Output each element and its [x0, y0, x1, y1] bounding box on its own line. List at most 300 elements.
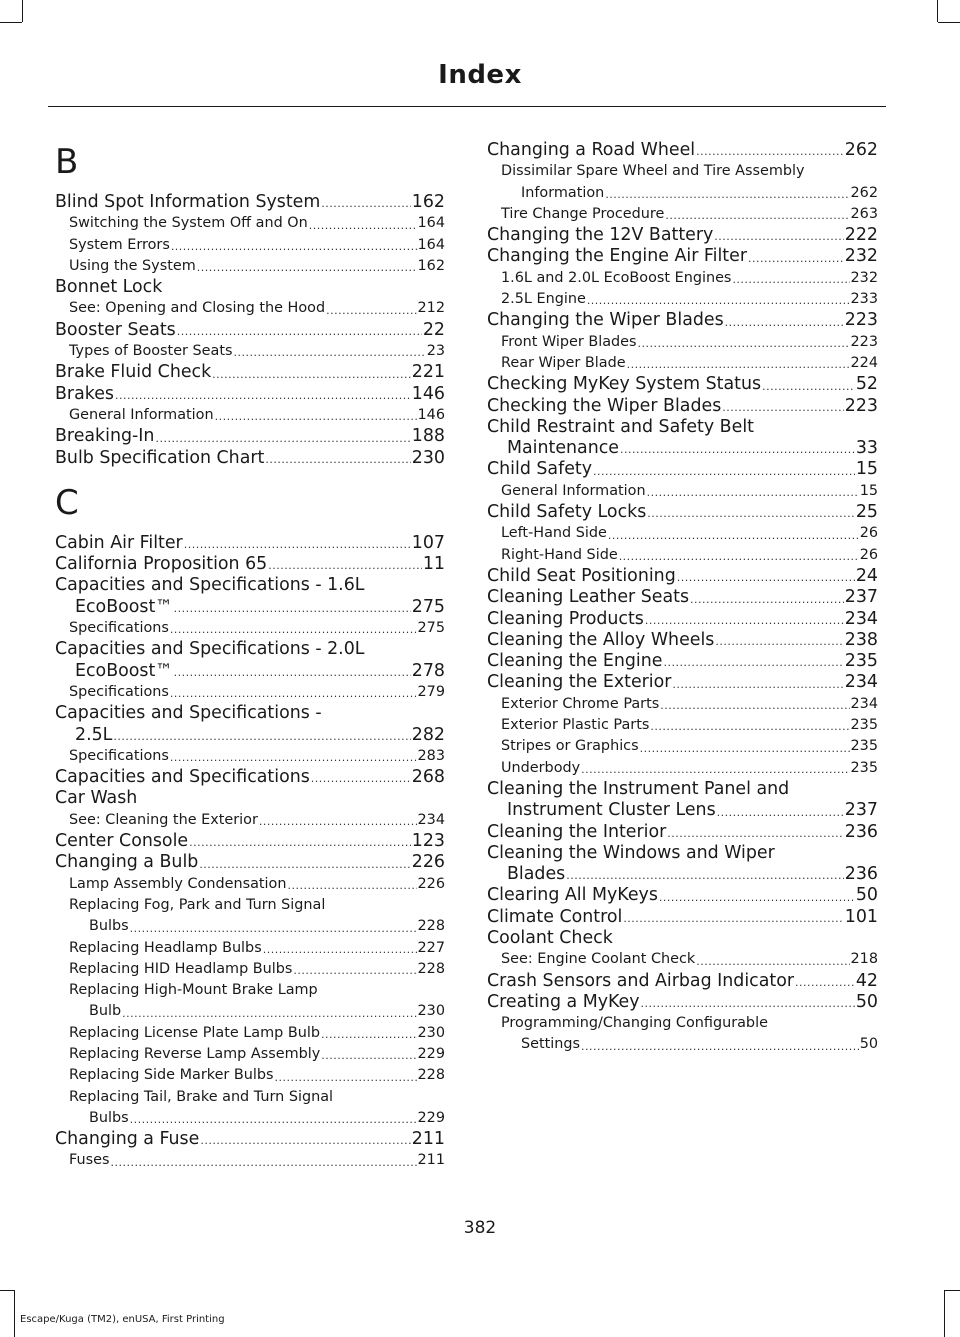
- index-subentry: [55, 980, 445, 1023]
- index-subentry: [55, 618, 445, 639]
- entry-row: [69, 1065, 445, 1086]
- entry-row: [501, 289, 878, 310]
- leader-dots: [174, 667, 411, 678]
- index-column-left: [55, 140, 445, 1172]
- entry-text: Bonnet Lock: [55, 277, 163, 298]
- page-number: 382: [463, 1218, 497, 1238]
- leader-dots: [113, 731, 410, 742]
- entry-row: [69, 618, 445, 639]
- entry-page: 221: [411, 362, 445, 383]
- entry-text: Changing the Wiper Blades: [487, 310, 724, 331]
- index-entry: [55, 277, 445, 298]
- leader-dots: [263, 944, 417, 955]
- leader-dots: [640, 743, 850, 754]
- entry-text: Changing a Fuse: [55, 1129, 200, 1150]
- index-entry: [487, 971, 878, 992]
- leader-dots: [715, 636, 843, 647]
- crop-mark: [938, 22, 960, 23]
- leader-dots: [170, 688, 417, 699]
- entry-page: 26: [859, 546, 878, 563]
- entry-row: [69, 746, 445, 767]
- entry-page: 223: [844, 310, 878, 331]
- entry-row: [55, 852, 445, 873]
- leader-dots: [690, 594, 844, 605]
- entry-text: Brake Fluid Check: [55, 362, 212, 383]
- leader-dots: [170, 752, 417, 763]
- leader-dots: [667, 828, 844, 839]
- leader-dots: [130, 923, 417, 934]
- index-entry: [487, 417, 878, 460]
- section-letter: B: [55, 142, 79, 182]
- entry-page: 50: [859, 1036, 878, 1053]
- entry-text: 1.6L and 2.0L EcoBoost Engines: [501, 269, 732, 286]
- entry-text: Climate Control: [487, 906, 623, 927]
- entry-page: 230: [417, 1003, 445, 1020]
- index-subentry: [55, 746, 445, 767]
- entry-page: 237: [844, 800, 878, 821]
- index-entry: [487, 609, 878, 630]
- entry-row: [69, 959, 445, 980]
- crop-mark: [0, 1290, 14, 1291]
- leader-dots: [321, 1029, 417, 1040]
- entry-text: Cleaning Leather Seats: [487, 587, 690, 608]
- entry-page: 234: [850, 695, 878, 712]
- entry-page: 238: [844, 629, 878, 650]
- leader-dots: [268, 560, 422, 571]
- entry-row: [69, 810, 445, 831]
- index-entry: [487, 310, 878, 331]
- entry-row: [69, 341, 445, 362]
- entry-text: Types of Booster Seats: [69, 343, 233, 360]
- index-entry: [487, 246, 878, 267]
- entry-row: [501, 715, 878, 736]
- entry-page: 24: [855, 565, 878, 586]
- crop-mark: [944, 1290, 945, 1337]
- index-subentry: [487, 949, 878, 970]
- entry-page: 229: [417, 1045, 445, 1062]
- entry-row: [55, 448, 445, 469]
- index-subentry: [487, 715, 878, 736]
- entry-page: 229: [417, 1109, 445, 1126]
- entry-row: [69, 1044, 445, 1065]
- index-entry: [55, 703, 445, 746]
- entry-page: 236: [844, 821, 878, 842]
- entry-page: 164: [417, 236, 445, 253]
- entry-page: 50: [855, 885, 878, 906]
- entry-page: 15: [855, 459, 878, 480]
- index-entry: [487, 630, 878, 651]
- leader-dots: [660, 700, 849, 711]
- entry-page: 282: [411, 724, 445, 745]
- index-entry: [487, 651, 878, 672]
- leader-dots: [623, 913, 843, 924]
- entry-page: 226: [417, 875, 445, 892]
- leader-dots: [645, 615, 844, 626]
- entry-page: 283: [417, 747, 445, 764]
- leader-dots: [265, 454, 410, 465]
- index-entry: [487, 885, 878, 906]
- entry-text-cont: Bulbs: [89, 1109, 129, 1126]
- entry-page: 263: [850, 205, 878, 222]
- index-entry: [55, 426, 445, 447]
- entry-row: [487, 502, 878, 523]
- section-letter: C: [55, 482, 79, 523]
- entry-text: Specifications: [69, 683, 169, 700]
- entry-page: 232: [850, 269, 878, 286]
- entry-row: [501, 523, 878, 544]
- entry-text: Brakes: [55, 383, 114, 404]
- entry-page: 228: [417, 918, 445, 935]
- entry-page: 218: [850, 951, 878, 968]
- leader-dots: [581, 764, 849, 775]
- entry-row: [69, 938, 445, 959]
- entry-text: See: Cleaning the Exterior: [69, 811, 258, 828]
- entry-text: Using the System: [69, 257, 196, 274]
- entry-page: 22: [422, 319, 445, 340]
- footer-text: Escape/Kuga (TM2), enUSA, First Printing: [20, 1314, 225, 1325]
- leader-dots: [326, 305, 416, 316]
- entry-row: [487, 928, 878, 949]
- entry-row: [487, 822, 878, 843]
- index-subentry: [487, 268, 878, 289]
- leader-dots: [293, 965, 416, 976]
- index-entry: [487, 396, 878, 417]
- entry-text: Lamp Assembly Condensation: [69, 875, 287, 892]
- entry-row: [501, 183, 878, 204]
- entry-row: [487, 800, 878, 821]
- entry-text: Replacing Reverse Lamp Assembly: [69, 1045, 321, 1062]
- entry-page: 230: [411, 447, 445, 468]
- index-entry: [55, 831, 445, 852]
- index-entry: [55, 575, 445, 618]
- entry-text: Replacing Tail, Brake and Turn Signal: [69, 1088, 334, 1105]
- entry-page: 42: [855, 970, 878, 991]
- entry-page: 227: [417, 939, 445, 956]
- entry-text: Cleaning the Windows and Wiper: [487, 842, 775, 863]
- entry-page: 212: [417, 300, 445, 317]
- entry-text: See: Engine Coolant Check: [501, 951, 696, 968]
- entry-page: 235: [850, 717, 878, 734]
- entry-text: Exterior Plastic Parts: [501, 717, 650, 734]
- index-entry: [55, 192, 445, 213]
- entry-row: [69, 298, 445, 319]
- entry-text: Exterior Chrome Parts: [501, 695, 660, 712]
- entry-text: Replacing Fog, Park and Turn Signal: [69, 896, 326, 913]
- index-subentry: [55, 235, 445, 256]
- leader-dots: [659, 892, 855, 903]
- entry-text-cont: EcoBoost™: [75, 660, 173, 681]
- index-subentry: [55, 874, 445, 895]
- leader-dots: [215, 411, 417, 422]
- entry-page: 211: [411, 1129, 445, 1150]
- entry-row: [69, 1023, 445, 1044]
- entry-row: [55, 831, 445, 852]
- entry-page: 235: [850, 759, 878, 776]
- entry-row: [487, 374, 878, 395]
- entry-row: [69, 1108, 445, 1129]
- leader-dots: [696, 146, 844, 157]
- index-subentry: [487, 353, 878, 374]
- crop-mark: [22, 0, 23, 22]
- entry-row: [487, 907, 878, 928]
- index-subentry: [55, 1087, 445, 1130]
- leader-dots: [110, 1157, 416, 1168]
- leader-dots: [717, 807, 844, 818]
- index-subentry: [487, 758, 878, 779]
- entry-page: 235: [844, 651, 878, 672]
- entry-page: 223: [844, 395, 878, 416]
- entry-text-cont: Maintenance: [507, 438, 619, 459]
- entry-row: [487, 672, 878, 693]
- entry-row: [487, 396, 878, 417]
- leader-dots: [725, 317, 844, 328]
- entry-row: [69, 874, 445, 895]
- index-subentry: [55, 810, 445, 831]
- entry-page: 224: [850, 354, 878, 371]
- index-subentry: [55, 298, 445, 319]
- entry-page: 52: [855, 374, 878, 395]
- leader-dots: [762, 381, 855, 392]
- entry-page: 235: [850, 738, 878, 755]
- leader-dots: [672, 679, 843, 690]
- entry-page: 25: [855, 502, 878, 523]
- index-subentry: [55, 682, 445, 703]
- entry-row: [487, 140, 878, 161]
- entry-text: Specifications: [69, 747, 169, 764]
- entry-page: 162: [417, 257, 445, 274]
- entry-row: [487, 971, 878, 992]
- entry-page: 234: [844, 608, 878, 629]
- index-subentry: [487, 545, 878, 566]
- leader-dots: [189, 837, 411, 848]
- entry-text: Changing a Road Wheel: [487, 140, 696, 160]
- entry-row: [487, 225, 878, 246]
- entry-page: 228: [417, 960, 445, 977]
- index-subentry: [55, 1065, 445, 1086]
- index-entry: [55, 533, 445, 554]
- index-subentry: [55, 341, 445, 362]
- entry-text: Car Wash: [55, 788, 138, 809]
- entry-page: 33: [855, 438, 878, 459]
- leader-dots: [171, 241, 417, 252]
- entry-page: 262: [844, 140, 878, 160]
- entry-text-cont: Bulbs: [89, 918, 129, 935]
- leader-dots: [287, 880, 416, 891]
- header-rule: [48, 106, 886, 107]
- leader-dots: [619, 551, 859, 562]
- entry-text: Capacities and Specifications - 2.0L: [55, 639, 365, 660]
- entry-row: [487, 885, 878, 906]
- entry-page: 262: [850, 184, 878, 201]
- entry-page: 11: [422, 554, 445, 575]
- index-entry: [55, 788, 445, 809]
- crop-mark: [0, 22, 22, 23]
- entry-page: 146: [411, 383, 445, 404]
- index-subentry: [487, 523, 878, 544]
- entry-row: [501, 1034, 878, 1055]
- entry-page: 237: [844, 587, 878, 608]
- entry-page: 15: [859, 482, 878, 499]
- index-entry: [55, 554, 445, 575]
- entry-text: Checking MyKey System Status: [487, 374, 762, 395]
- entry-text: Stripes or Graphics: [501, 738, 639, 755]
- entry-text-cont: 2.5L: [75, 724, 113, 745]
- entry-text: Dissimilar Spare Wheel and Tire Assembly: [501, 163, 805, 180]
- leader-dots: [174, 603, 411, 614]
- index-subentry: [55, 959, 445, 980]
- leader-dots: [722, 402, 844, 413]
- entry-page: 234: [844, 672, 878, 693]
- entry-page: 188: [411, 426, 445, 447]
- entry-row: [55, 426, 445, 447]
- entry-text: Changing the Engine Air Filter: [487, 246, 747, 267]
- leader-dots: [170, 624, 417, 635]
- index-entry: [487, 822, 878, 843]
- entry-row: [501, 949, 878, 970]
- entry-text: Left-Hand Side: [501, 525, 607, 542]
- entry-row: [487, 992, 878, 1013]
- index-entry: [55, 767, 445, 788]
- entry-row: [55, 384, 445, 405]
- entry-row: [69, 682, 445, 703]
- entry-text: Changing the 12V Battery: [487, 225, 714, 246]
- entry-text: Clearing All MyKeys: [487, 885, 658, 906]
- entry-page: 162: [411, 192, 445, 212]
- leader-dots: [587, 295, 850, 306]
- leader-dots: [605, 189, 849, 200]
- entry-text: Child Restraint and Safety Belt: [487, 416, 754, 437]
- entry-text-cont: EcoBoost™: [75, 596, 173, 617]
- crop-mark: [945, 1290, 960, 1291]
- entry-text: Fuses: [69, 1152, 110, 1169]
- entry-text: Child Safety Locks: [487, 502, 647, 523]
- leader-dots: [155, 433, 410, 444]
- entry-row: [487, 651, 878, 672]
- leader-dots: [677, 572, 855, 583]
- index-subentry: [487, 161, 878, 204]
- crop-mark: [937, 0, 938, 22]
- leader-dots: [627, 359, 850, 370]
- entry-row: [55, 661, 445, 682]
- entry-row: [487, 438, 878, 459]
- entry-row: [55, 362, 445, 383]
- entry-text: Replacing Headlamp Bulbs: [69, 939, 262, 956]
- entry-text: Switching the System Off and On: [69, 215, 308, 232]
- entry-page: 146: [417, 406, 445, 423]
- index-subentry: [487, 1013, 878, 1056]
- entry-row: [69, 256, 445, 277]
- entry-page: 164: [417, 215, 445, 232]
- entry-text: Right-Hand Side: [501, 546, 618, 563]
- leader-dots: [197, 262, 417, 273]
- entry-row: [55, 788, 445, 809]
- leader-dots: [696, 956, 849, 967]
- leader-dots: [650, 721, 849, 732]
- entry-text: Replacing License Plate Lamp Bulb: [69, 1024, 320, 1041]
- leader-dots: [641, 998, 855, 1009]
- leader-dots: [311, 773, 411, 784]
- leader-dots: [184, 539, 411, 550]
- index-entry: [55, 639, 445, 682]
- leader-dots: [620, 444, 855, 455]
- entry-text: Specifications: [69, 620, 169, 637]
- index-subentry: [55, 895, 445, 938]
- index-entry: [487, 225, 878, 246]
- entry-page: 275: [411, 596, 445, 617]
- entry-text: Bulb Specification Chart: [55, 447, 265, 468]
- entry-text: Replacing High-Mount Brake Lamp: [69, 982, 318, 999]
- entry-text: Crash Sensors and Airbag Indicator: [487, 970, 794, 991]
- entry-row: [487, 566, 878, 587]
- leader-dots: [748, 253, 844, 264]
- entry-page: 223: [850, 333, 878, 350]
- index-subentry: [487, 204, 878, 225]
- entry-text: Coolant Check: [487, 927, 613, 948]
- index-entry: [487, 502, 878, 523]
- index-entry: [55, 362, 445, 383]
- entry-text: Rear Wiper Blade: [501, 354, 626, 371]
- entry-text: Underbody: [501, 759, 581, 776]
- entry-row: [501, 694, 878, 715]
- entry-text: Tire Change Procedure: [501, 205, 665, 222]
- index-subentry: [487, 289, 878, 310]
- entry-page: 26: [859, 525, 878, 542]
- index-entry: [487, 672, 878, 693]
- entry-text: General Information: [501, 482, 646, 499]
- entry-text: Replacing Side Marker Bulbs: [69, 1067, 274, 1084]
- entry-text: Child Seat Positioning: [487, 565, 676, 586]
- entry-text-cont: Bulb: [89, 1003, 122, 1020]
- index-subentry: [487, 332, 878, 353]
- entry-text: Child Safety: [487, 459, 593, 480]
- entry-page: 50: [855, 991, 878, 1012]
- entry-text: Creating a MyKey: [487, 991, 640, 1012]
- entry-row: [55, 725, 445, 746]
- entry-text: Capacities and Specifications - 1.6L: [55, 575, 365, 596]
- index-subentry: [55, 213, 445, 234]
- entry-text: Center Console: [55, 831, 189, 852]
- entry-text-cont: Information: [521, 184, 605, 201]
- index-subentry: [487, 694, 878, 715]
- index-subentry: [55, 1044, 445, 1065]
- entry-page: 230: [417, 1024, 445, 1041]
- entry-text: System Errors: [69, 236, 170, 253]
- leader-dots: [581, 1041, 859, 1052]
- entry-row: [487, 459, 878, 480]
- page-title: Index: [438, 60, 522, 90]
- entry-row: [69, 405, 445, 426]
- leader-dots: [200, 1135, 410, 1146]
- entry-row: [487, 246, 878, 267]
- entry-text: 2.5L Engine: [501, 291, 586, 308]
- index-entry: [55, 448, 445, 469]
- entry-page: 23: [426, 343, 445, 360]
- entry-page: 123: [411, 831, 445, 852]
- index-subentry: [487, 736, 878, 757]
- index-entry: [55, 384, 445, 405]
- entry-row: [487, 609, 878, 630]
- leader-dots: [233, 347, 425, 358]
- index-subentry: [55, 405, 445, 426]
- leader-dots: [122, 1008, 416, 1019]
- leader-dots: [259, 816, 417, 827]
- leader-dots: [665, 210, 849, 221]
- entry-row: [55, 554, 445, 575]
- entry-text: Cleaning the Engine: [487, 651, 663, 672]
- leader-dots: [321, 198, 411, 209]
- index-entry: [487, 992, 878, 1013]
- index-subentry: [55, 938, 445, 959]
